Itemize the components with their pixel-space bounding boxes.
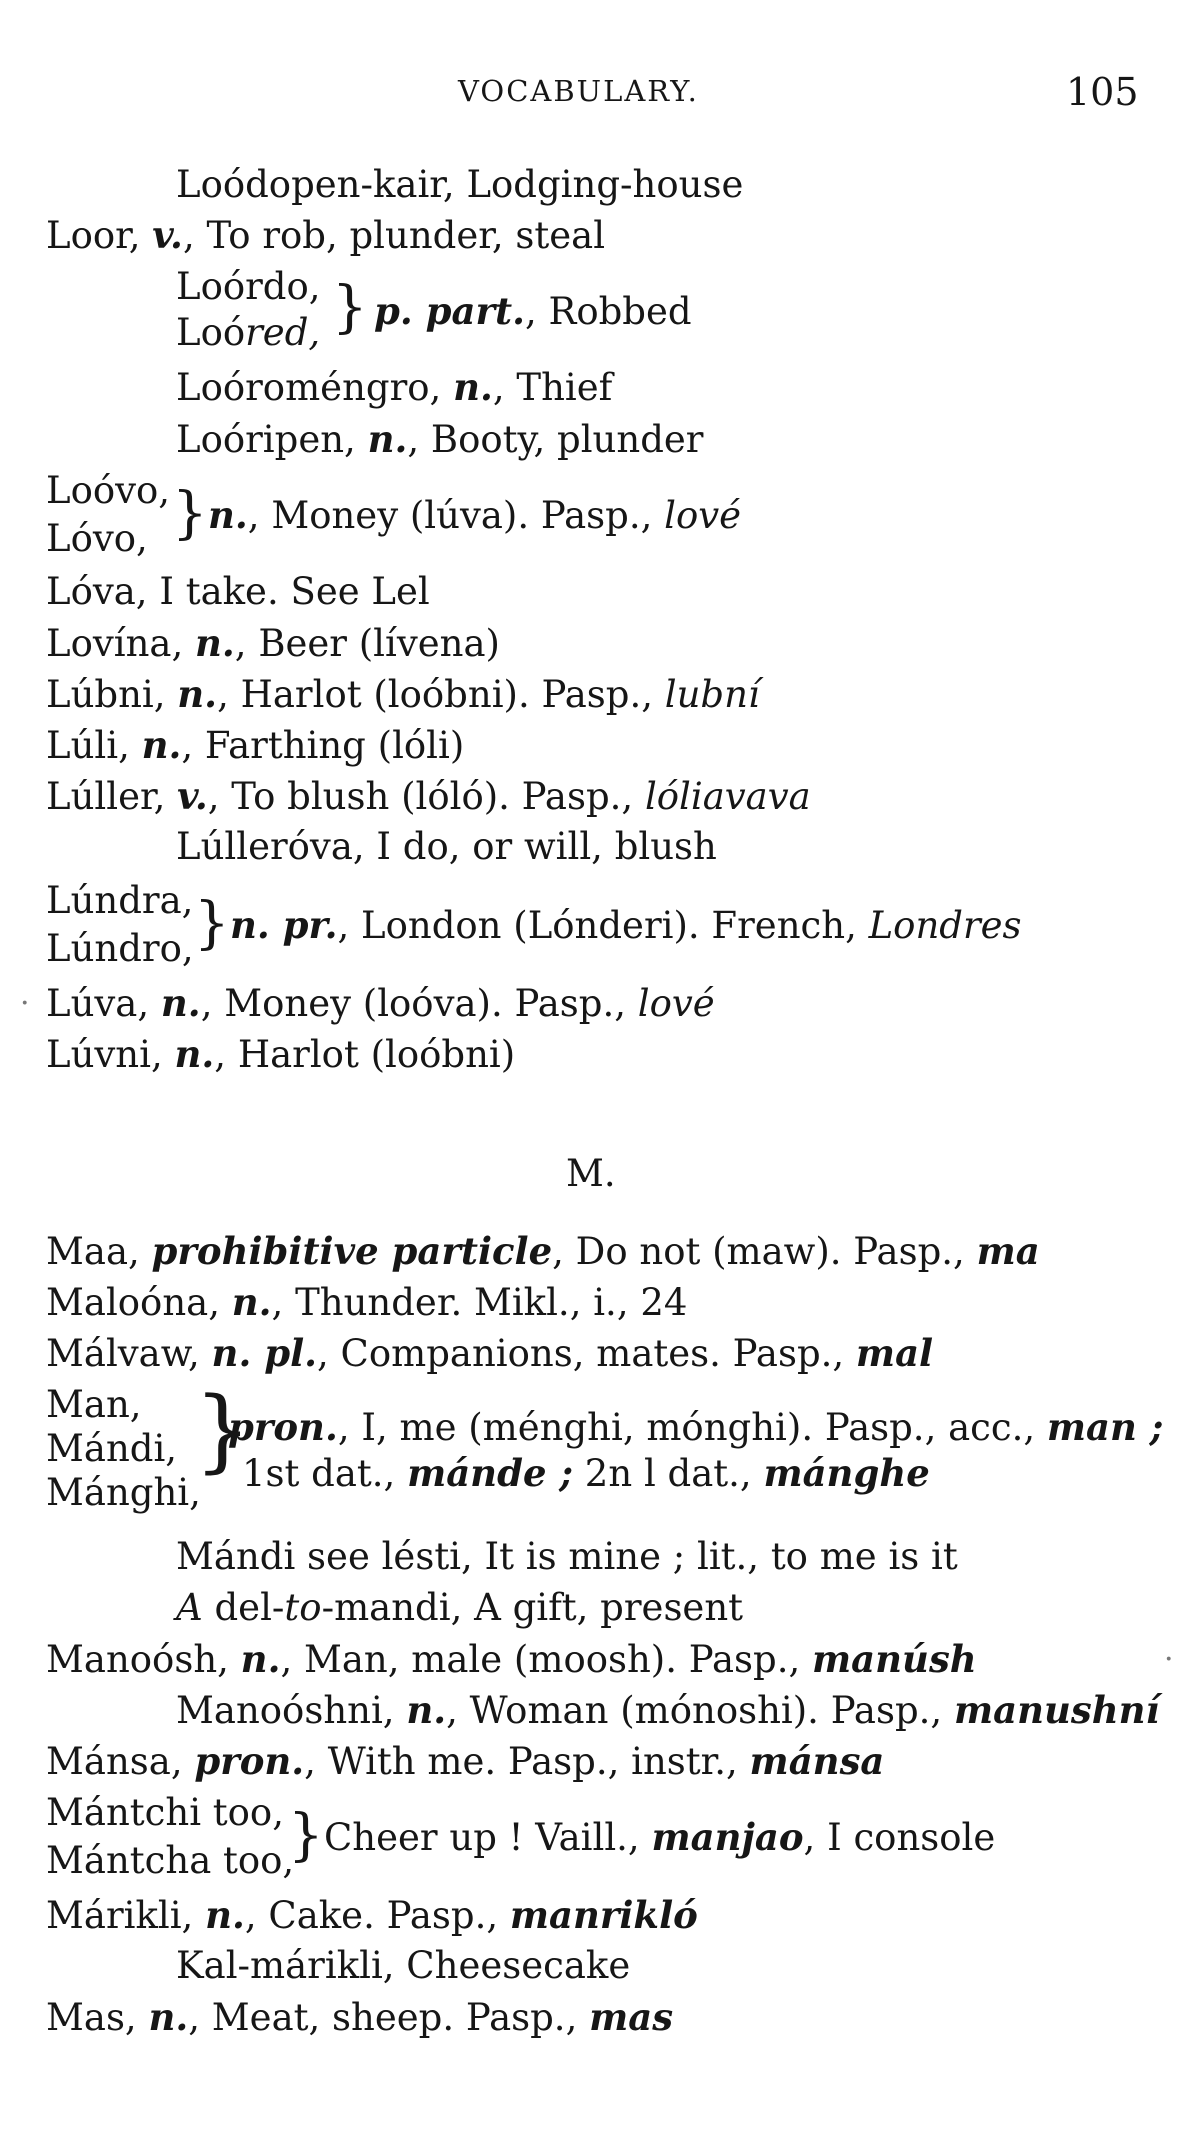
- dictionary-page: VOCABULARY. 105 Loódopen-kair, Lodging-house Loor, v., To rob, plunder, steal Loórdo, Loóred, } p. part., Robbed Loóroméngro, n., Thief Loóripen, n., Booty, plunder Loóvo, Lóvo, } n., Money (lúva). Pasp., lové Lóva, I take. See Lel Lovína, n., Beer (lívena) Lúbni, n., Harlot (loóbni). Pasp., lubní Lúli, n., Farthing (lóli) Lúller, v., To blush (lóló). Pasp., lóliavava Lúlleróva, I do, or will, blush Lúndra, Lúndro, } n. pr., London (Lónderi). French, Londres Lúva, n., Money (loóva). Pasp., lové · Lúvni, n., Harlot (loóbni) M. Maa, prohibitive particle, Do not (maw). Pasp., ma Maloóna, n., Thunder. Mikl., i., 24 Málvaw, n. pl., Companions, mates. Pasp., mal Man, Mándi, Mánghi, } pron., I, me (ménghi, mónghi). Pasp., acc., man ; 1st dat., mánde ; 2n l dat., mánghe Mándi see lésti, It is mine ; lit., to me is it A del-to-mandi, A gift, present Manoósh, n., Man, male (moosh). Pasp., manúsh · Manoóshni, n., Woman (mónoshi). Pasp., manushní Mánsa, pron., With me. Pasp., instr., mánsa Mántchi too, Mántcha too, } Cheer up ! Vaill., manjao, I console Márikli, n., Cake. Pasp., manrikló Kal-márikli, Cheesecake Mas, n., Meat, sheep. Pasp., mas: [0, 0, 1198, 2139]
- brace-icon: }: [332, 275, 368, 340]
- entry-looromengro: Loóroméngro, n., Thief: [176, 365, 613, 409]
- entry-manoosh: Manoósh, n., Man, male (moosh). Pasp., manúsh: [46, 1637, 977, 1681]
- brace-icon: }: [194, 1378, 252, 1483]
- section-heading: M.: [566, 1152, 616, 1195]
- entry-malyaw: Málvaw, n. pl., Companions, mates. Pasp., mal: [46, 1331, 934, 1375]
- entry-loor: Loor, v., To rob, plunder, steal: [46, 213, 606, 257]
- brace-icon: }: [194, 891, 230, 956]
- running-header: VOCABULARY.: [458, 74, 699, 108]
- entry-lullerova: Lúlleróva, I do, or will, blush: [176, 825, 717, 868]
- entry-lova: Lóva, I take. See Lel: [46, 570, 430, 613]
- entry-mandi-see: Mándi see lésti, It is mine ; lit., to me is it: [176, 1535, 958, 1578]
- page-number: 105: [1066, 70, 1139, 114]
- entry-marikli: Márikli, n., Cake. Pasp., manrikló: [46, 1893, 698, 1937]
- entry-kal-marikli: Kal-márikli, Cheesecake: [176, 1944, 631, 1987]
- margin-mark: ·: [20, 986, 30, 1021]
- margin-mark: ·: [1164, 1642, 1174, 1677]
- entry-luli: Lúli, n., Farthing (lóli): [46, 723, 465, 767]
- entry-lovina: Lovína, n., Beer (lívena): [46, 621, 500, 665]
- entry-loodopen: Loódopen-kair, Lodging-house: [176, 163, 744, 206]
- entry-luvni: Lúvni, n., Harlot (loóbni): [46, 1032, 516, 1076]
- brace-icon: }: [288, 1803, 324, 1868]
- entry-del-to-mandi: A del-to-mandi, A gift, present: [176, 1586, 744, 1629]
- brace-icon: }: [172, 481, 208, 546]
- entry-lubni: Lúbni, n., Harlot (loóbni). Pasp., lubní: [46, 672, 760, 716]
- entry-manooshni: Manoóshni, n., Woman (mónoshi). Pasp., manushní: [176, 1688, 1160, 1732]
- entry-looripen: Loóripen, n., Booty, plunder: [176, 417, 704, 461]
- entry-mansa: Mánsa, pron., With me. Pasp., instr., mánsa: [46, 1739, 885, 1783]
- entry-maa: Maa, prohibitive particle, Do not (maw). Pasp., ma: [46, 1229, 1040, 1273]
- entry-luller: Lúller, v., To blush (lóló). Pasp., lóliavava: [46, 774, 811, 818]
- entry-maloona: Maloóna, n., Thunder. Mikl., i., 24: [46, 1280, 688, 1324]
- entry-luva: Lúva, n., Money (loóva). Pasp., lové: [46, 981, 715, 1025]
- entry-mas: Mas, n., Meat, sheep. Pasp., mas: [46, 1995, 674, 2039]
